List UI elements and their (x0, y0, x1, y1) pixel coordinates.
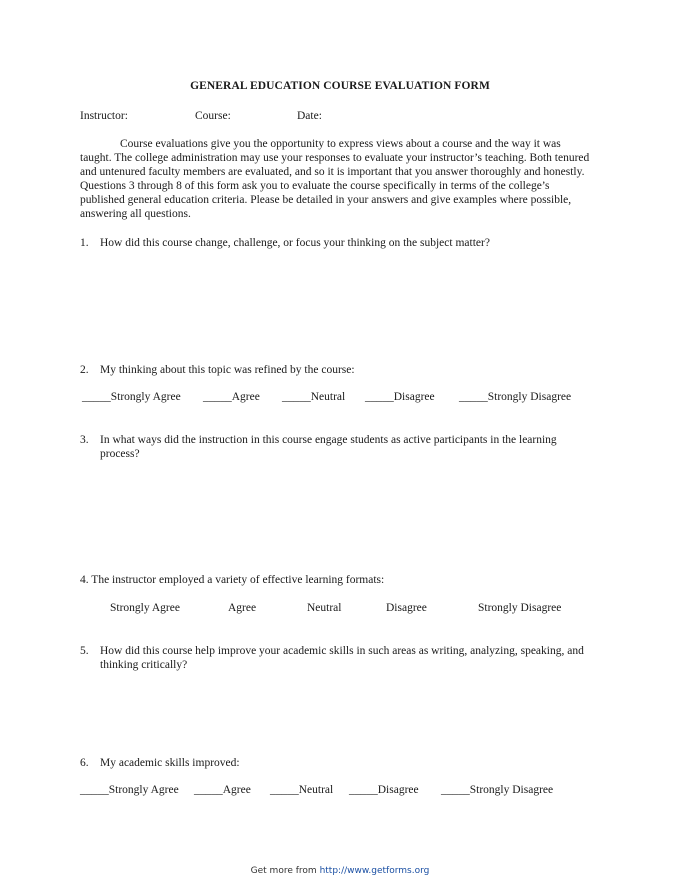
question-4-options (0, 602, 680, 618)
option-agree[interactable]: _____Agree (203, 391, 260, 403)
question-number: 6. (80, 757, 89, 769)
question-5 (80, 644, 600, 674)
question-text: How did this course help improve your academic skills in such areas as writing, analyzing, speaking, and thinking critically? (100, 645, 584, 671)
option-strongly-disagree[interactable]: _____Strongly Disagree (441, 784, 554, 796)
question-6-options (0, 784, 680, 800)
option-agree[interactable]: _____Agree (194, 784, 251, 796)
question-text: My thinking about this topic was refined by the course: (100, 364, 355, 376)
option-strongly-agree[interactable]: Strongly Agree (110, 602, 180, 614)
form-title: GENERAL EDUCATION COURSE EVALUATION FORM (190, 80, 490, 92)
option-strongly-agree[interactable]: _____Strongly Agree (80, 784, 179, 796)
question-text: In what ways did the instruction in this course engage students as active participants in the learning process? (100, 434, 557, 460)
question-number: 3. (80, 434, 89, 446)
question-number: 1. (80, 237, 89, 249)
question-number: 2. (80, 364, 89, 376)
option-strongly-agree[interactable]: _____Strongly Agree (82, 391, 181, 403)
instructor-label: Instructor: (80, 110, 128, 122)
question-3 (80, 433, 600, 463)
option-disagree[interactable]: Disagree (386, 602, 427, 614)
question-1 (80, 236, 600, 252)
option-neutral[interactable]: _____Neutral (282, 391, 346, 403)
question-number: 5. (80, 645, 89, 657)
question-text: How did this course change, challenge, or focus your thinking on the subject matter? (100, 237, 490, 249)
footer-prefix: Get more from (250, 866, 317, 876)
option-strongly-disagree[interactable]: _____Strongly Disagree (459, 391, 572, 403)
intro-text: Course evaluations give you the opportunity to express views about a course and the way it was taught. The college administration may use your responses to evaluate your instructor’s teaching. Both tenured and untenured faculty members are evaluated, and so it is important that you answer thoroughly and honestly. Questions 3 through 8 of this form ask you to evaluate the course specifically in terms of the college’s published general education criteria. Please be detailed in your answers and give examples where possible, answering all questions. (80, 138, 590, 220)
option-neutral[interactable]: _____Neutral (270, 784, 334, 796)
option-disagree[interactable]: _____Disagree (349, 784, 419, 796)
option-strongly-disagree[interactable]: Strongly Disagree (478, 602, 562, 614)
footer-link[interactable]: http://www.getforms.org (319, 866, 430, 876)
question-2-options (0, 391, 680, 407)
option-neutral[interactable]: Neutral (307, 602, 342, 614)
date-label: Date: (297, 110, 322, 122)
question-text: My academic skills improved: (100, 757, 240, 769)
question-4: 4. The instructor employed a variety of effective learning formats: (80, 574, 385, 586)
question-6 (80, 756, 600, 772)
intro-paragraph (80, 137, 592, 221)
option-agree[interactable]: Agree (228, 602, 257, 614)
footer (0, 866, 680, 876)
course-label: Course: (195, 110, 231, 122)
option-disagree[interactable]: _____Disagree (365, 391, 435, 403)
question-2 (80, 363, 600, 379)
